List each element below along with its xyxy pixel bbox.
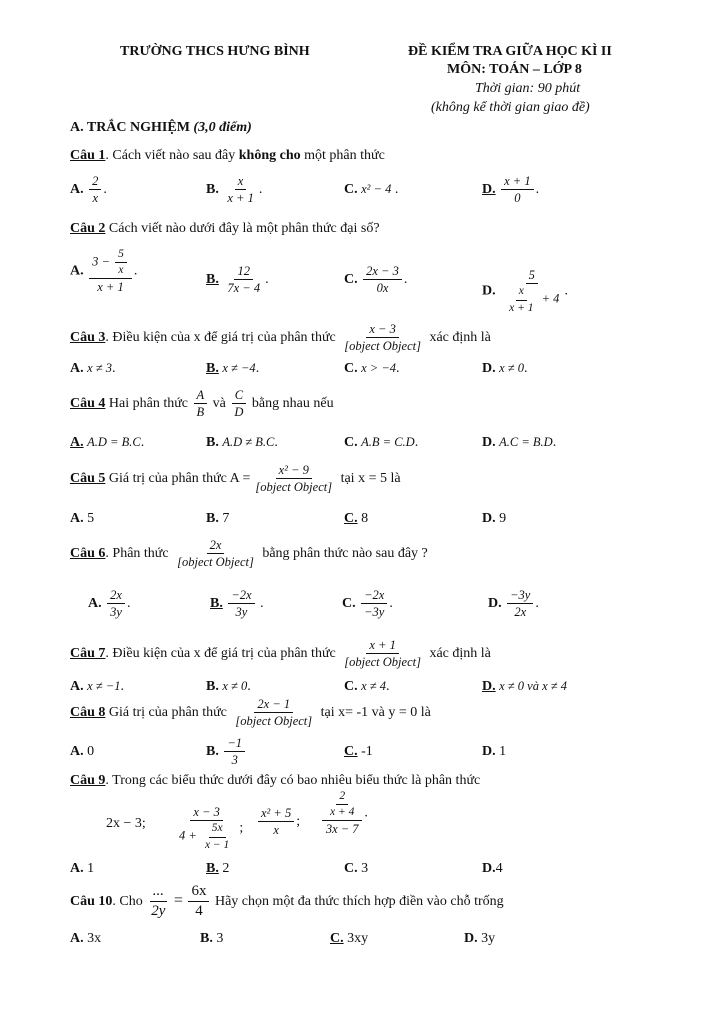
q8-a-v: 0 xyxy=(87,744,95,759)
fraction xyxy=(322,790,362,837)
q10-a-k: A. xyxy=(70,931,84,946)
q3-a-v: x ≠ 3 xyxy=(87,361,113,375)
q4-d2: D xyxy=(234,405,244,420)
fraction xyxy=(252,463,335,495)
q9-e1: 2x − 3; xyxy=(106,816,146,831)
q8-b-n: −1 xyxy=(224,736,245,752)
q10-b-v: 3 xyxy=(216,931,224,946)
q6-c-n: −2x xyxy=(361,588,387,604)
q7-a-v: x ≠ −1 xyxy=(87,679,121,693)
q5-n: x² − 9 xyxy=(276,463,312,479)
q10-n1: ... xyxy=(150,883,167,902)
fraction xyxy=(327,790,357,819)
q5-d-v: 9 xyxy=(499,511,507,526)
q2-c-k: C. xyxy=(344,272,358,288)
fraction xyxy=(224,264,263,296)
q6-option-d[interactable]: D. $\frac{-3y}{2x}$ . xyxy=(488,588,539,620)
q9-expr-3 xyxy=(256,806,300,838)
question-8 xyxy=(70,697,431,729)
q6-n: 2x xyxy=(207,538,225,554)
q4-b-k: B. xyxy=(206,435,219,450)
q2-option-a[interactable]: A. 3 − $\frac{5}{x}$ x + 1 . xyxy=(70,248,138,295)
q1-option-b[interactable]: B. $\frac{x}{x + 1}$ . xyxy=(206,174,263,206)
q10-b-k: B. xyxy=(200,931,213,946)
q6-a-d: 3y xyxy=(110,605,122,620)
q1-option-d[interactable]: D. $\frac{x + 1}{0}$ . xyxy=(482,174,540,206)
q7-option-c[interactable]: C. x ≠ 4. xyxy=(344,679,390,694)
q2-a-den: x + 1 xyxy=(97,280,124,295)
fraction xyxy=(363,264,402,296)
q5-option-b[interactable] xyxy=(206,511,229,527)
q1-c-k: C. xyxy=(344,182,358,197)
q8-c-k: C. xyxy=(344,744,358,759)
q2-b-d: 7x − 4 xyxy=(227,281,261,296)
q9-e3-n: x² + 5 xyxy=(258,806,294,822)
q4-and: và xyxy=(212,396,226,412)
q10-option-a[interactable] xyxy=(70,931,101,947)
q6-c-d: −3y xyxy=(364,605,385,620)
fraction xyxy=(507,588,533,620)
q3-option-c[interactable]: C. x > −4. xyxy=(344,361,400,376)
q9-e4-d: 3x − 7 xyxy=(325,822,359,837)
question-5 xyxy=(70,463,401,495)
fraction xyxy=(501,174,533,206)
q3-option-a[interactable]: A. x ≠ 3. xyxy=(70,361,116,376)
q9-e4-sep: . xyxy=(364,805,368,821)
fraction xyxy=(501,268,562,315)
fraction xyxy=(194,388,208,420)
q5-t2: tại x = 5 là xyxy=(340,471,401,487)
exam-time: Thời gian: 90 phút xyxy=(475,81,581,96)
q7-t1: . Điều kiện của x để giá trị của phân thức xyxy=(105,646,336,662)
q4-c-k: C. xyxy=(344,435,358,450)
q10-d-k: D. xyxy=(464,931,478,946)
q5-a-k: A. xyxy=(70,511,84,526)
q5-label: Câu 5 xyxy=(70,471,106,487)
q4-option-c[interactable]: C. A.B = C.D. xyxy=(344,435,419,450)
q9-b-k: B. xyxy=(206,861,219,876)
exam-title: ĐỀ KIỂM TRA GIỮA HỌC KÌ II xyxy=(408,44,612,59)
question-1 xyxy=(70,148,385,164)
q2-d-in_n: x xyxy=(516,285,527,300)
q9-e3-d: x xyxy=(273,823,279,838)
fraction xyxy=(176,805,237,852)
question-4 xyxy=(70,388,334,420)
q9-expr-4 xyxy=(320,790,368,837)
q3-b-k: B. xyxy=(206,361,219,376)
q4-option-d[interactable]: D. A.C = B.D. xyxy=(482,435,557,450)
q2-b-k: B. xyxy=(206,272,219,288)
q1-a-n: 2 xyxy=(89,174,101,190)
q5-d: [object Object] xyxy=(255,480,333,495)
q2-option-b[interactable]: B. $\frac{12}{7x - 4}$ . xyxy=(206,264,269,296)
q1-b-k: B. xyxy=(206,182,219,198)
q2-d-k: D. xyxy=(482,283,496,299)
q4-option-b[interactable]: B. A.D ≠ B.C. xyxy=(206,435,278,450)
q9-e2-pre: 4 + xyxy=(179,828,197,843)
q5-c-k: C. xyxy=(344,511,358,526)
q7-d-v: x ≠ 0 và x ≠ 4 xyxy=(499,679,567,693)
q1-d-k: D. xyxy=(482,182,496,198)
q10-c-k: C. xyxy=(330,931,344,946)
q2-a-pre: 3 − xyxy=(92,254,110,269)
q2-option-d[interactable]: D. 5 $\frac{x}{x + 1}$ + 4 . xyxy=(482,268,568,314)
q3-c-v: x > −4 xyxy=(361,361,397,375)
q7-option-b[interactable]: B. x ≠ 0. xyxy=(206,679,251,694)
q3-option-b[interactable]: B. x ≠ −4. xyxy=(206,361,260,376)
q9-e2-n: x − 3 xyxy=(190,805,222,821)
fraction xyxy=(341,322,424,354)
q3-c-k: C. xyxy=(344,361,358,376)
q2-a-n: 5 xyxy=(115,248,127,263)
q5-b-k: B. xyxy=(206,511,219,526)
q9-c-k: C. xyxy=(344,861,358,876)
fraction xyxy=(188,883,209,921)
q7-c-v: x ≠ 4 xyxy=(361,679,387,693)
q1-a-k: A. xyxy=(70,182,84,198)
q6-c-k: C. xyxy=(342,596,356,612)
q1-b-d: x + 1 xyxy=(227,191,254,206)
question-10 xyxy=(70,883,504,921)
fraction xyxy=(361,588,387,620)
fraction xyxy=(89,174,101,206)
q2-d-n: 5 xyxy=(526,268,538,284)
q5-d-k: D. xyxy=(482,511,496,526)
q7-d: [object Object] xyxy=(344,655,421,670)
fraction xyxy=(107,588,125,620)
question-3 xyxy=(70,322,491,354)
q1-option-c[interactable]: C. x² − 4 . xyxy=(344,182,399,197)
q3-d: [object Object] xyxy=(344,339,421,354)
q9-e4-in_n: 2 xyxy=(336,790,348,805)
section-points: (3,0 điểm) xyxy=(193,120,252,135)
q7-a-k: A. xyxy=(70,679,84,694)
q10-label: Câu 10 xyxy=(70,893,113,909)
q5-t1: Giá trị của phân thức A = xyxy=(105,471,251,487)
school-name: TRƯỜNG THCS HƯNG BÌNH xyxy=(120,44,310,59)
q9-e2-in_d: x − 1 xyxy=(204,838,230,851)
q9-a-k: A. xyxy=(70,861,84,876)
q7-c-k: C. xyxy=(344,679,358,694)
q6-label: Câu 6 xyxy=(70,546,106,562)
q8-d-v: 1 xyxy=(499,744,507,759)
q4-option-a[interactable]: A. A.D = B.C. xyxy=(70,435,145,450)
q9-d-v: 4 xyxy=(495,861,503,876)
q5-option-a[interactable] xyxy=(70,511,94,527)
q1-bold: không cho xyxy=(238,148,301,163)
fraction xyxy=(228,588,254,620)
fraction xyxy=(202,822,232,851)
q2-label: Câu 2 xyxy=(70,221,106,236)
question-2 xyxy=(70,221,380,237)
question-9 xyxy=(70,773,480,789)
fraction xyxy=(258,806,294,838)
question-6 xyxy=(70,538,428,570)
q6-d-k: D. xyxy=(488,596,502,612)
q2-c-d: 0x xyxy=(376,281,389,296)
q4-d-k: D. xyxy=(482,435,496,450)
q8-b-d: 3 xyxy=(231,753,238,768)
q2-option-c[interactable]: C. $\frac{2x - 3}{0x}$ . xyxy=(344,264,408,296)
q5-option-c[interactable] xyxy=(344,511,368,527)
q6-d: [object Object] xyxy=(177,555,254,570)
q6-a-k: A. xyxy=(88,596,102,612)
q8-t1: Giá trị của phân thức xyxy=(105,705,227,721)
q9-expr-1 xyxy=(106,816,146,832)
q10-option-c[interactable] xyxy=(330,931,368,947)
q5-a-v: 5 xyxy=(87,511,95,526)
q4-a-v: A.D = B.C xyxy=(87,435,141,449)
q1-t1: . Cách viết nào sau đây xyxy=(105,148,239,163)
q9-label: Câu 9 xyxy=(70,773,106,788)
q10-t1: . Cho xyxy=(112,893,143,909)
fraction xyxy=(341,638,424,670)
exam-note: (không kể thời gian giao đề) xyxy=(431,100,590,115)
q5-b-v: 7 xyxy=(222,511,230,526)
fraction xyxy=(174,538,257,570)
q4-t2: bằng nhau nếu xyxy=(251,396,334,412)
q6-b-d: 3y xyxy=(235,605,248,620)
q1-option-a[interactable]: A. $\frac{2}{x}$ . xyxy=(70,174,107,206)
q7-b-k: B. xyxy=(206,679,219,694)
q6-d-n: −3y xyxy=(507,588,533,604)
q2-text: Cách viết nào dưới đây là một phân thức đại số? xyxy=(105,221,380,236)
q3-label: Câu 3 xyxy=(70,330,106,346)
q8-c-v: -1 xyxy=(361,744,373,759)
q6-option-c[interactable]: C. $\frac{-2x}{-3y}$ . xyxy=(342,588,393,620)
q6-b-k: B. xyxy=(210,596,223,612)
q6-t1: . Phân thức xyxy=(105,546,169,562)
q1-c-v: x² − 4 xyxy=(361,182,392,196)
q4-n1: A xyxy=(194,388,208,404)
q7-t2: xác định là xyxy=(429,646,491,662)
q8-t2: tại x= -1 và y = 0 là xyxy=(320,705,431,721)
q8-option-c[interactable] xyxy=(344,744,373,760)
q4-d1: B xyxy=(196,405,205,420)
q9-c-v: 3 xyxy=(361,861,369,876)
section-title xyxy=(70,120,252,136)
q6-option-a[interactable]: A. $\frac{2x}{3y}$ . xyxy=(88,588,131,620)
fraction xyxy=(224,174,256,206)
q3-option-d[interactable]: D. x ≠ 0. xyxy=(482,361,528,376)
q9-d-k: D. xyxy=(482,861,496,876)
q9-e2-in_n: 5x xyxy=(209,822,226,837)
q3-b-v: x ≠ −4 xyxy=(222,361,256,375)
q8-b-k: B. xyxy=(206,744,219,760)
q10-option-b[interactable] xyxy=(200,931,223,947)
q10-d-v: 3y xyxy=(481,931,496,946)
q3-t1: . Điều kiện của x để giá trị của phân thức xyxy=(105,330,336,346)
fraction xyxy=(232,697,315,729)
q1-d-n: x + 1 xyxy=(501,174,533,190)
q2-a-d: x xyxy=(118,264,124,277)
q10-eq: = xyxy=(173,891,183,909)
q4-d-v: A.C = B.D xyxy=(499,435,553,449)
q7-label: Câu 7 xyxy=(70,646,106,662)
q6-option-b[interactable]: B. $\frac{-2x}{3y}$ . xyxy=(210,588,264,620)
q7-d-k: D. xyxy=(482,679,496,694)
q10-t2: Hãy chọn một đa thức thích hợp điền vào chỗ trống xyxy=(214,893,504,909)
q9-b-v: 2 xyxy=(222,861,230,876)
q8-option-d[interactable] xyxy=(482,744,506,760)
q4-a-k: A. xyxy=(70,435,84,450)
q8-d-k: D. xyxy=(482,744,496,759)
q2-a-k: A. xyxy=(70,263,84,279)
q1-label: Câu 1 xyxy=(70,148,106,163)
question-7 xyxy=(70,638,491,670)
q7-b-v: x ≠ 0 xyxy=(222,679,248,693)
q9-option-a[interactable] xyxy=(70,861,94,877)
q5-option-d[interactable] xyxy=(482,511,506,527)
fraction xyxy=(148,883,168,921)
exam-subject: MÔN: TOÁN – LỚP 8 xyxy=(447,62,582,77)
q8-option-b[interactable] xyxy=(206,736,247,768)
q10-d2: 4 xyxy=(195,903,203,920)
q4-b-v: A.D ≠ B.C xyxy=(222,435,275,449)
q3-a-k: A. xyxy=(70,361,84,376)
q10-c-v: 3xy xyxy=(347,931,369,946)
q7-option-a[interactable]: A. x ≠ −1. xyxy=(70,679,124,694)
q3-d-v: x ≠ 0 xyxy=(499,361,525,375)
q10-d1: 2y xyxy=(151,903,166,920)
q10-a-v: 3x xyxy=(87,931,102,946)
q6-d-d: 2x xyxy=(514,605,527,620)
q2-c-n: 2x − 3 xyxy=(363,264,402,280)
fraction xyxy=(224,736,245,768)
q1-a-d: x xyxy=(92,191,99,206)
q4-c-v: A.B = C.D xyxy=(361,435,415,449)
q8-option-a[interactable] xyxy=(70,744,94,760)
q2-b-n: 12 xyxy=(234,264,253,280)
q4-t1: Hai phân thức xyxy=(105,396,189,412)
q7-option-d[interactable] xyxy=(482,679,567,695)
q1-t2: một phân thức xyxy=(300,148,385,163)
q9-a-v: 1 xyxy=(87,861,95,876)
fraction xyxy=(231,388,246,420)
q2-d-post: + 4 xyxy=(541,291,560,306)
q9-e4-in_d: x + 4 xyxy=(330,806,355,819)
q6-a-n: 2x xyxy=(107,588,125,604)
q3-t2: xác định là xyxy=(429,330,491,346)
q10-option-d[interactable] xyxy=(464,931,495,947)
q6-t2: bằng phân thức nào sau đây ? xyxy=(262,546,428,562)
section-title: A. TRẮC NGHIỆM xyxy=(70,120,190,135)
q9-option-b[interactable] xyxy=(206,861,229,877)
q9-e2-sep: ; xyxy=(239,820,244,836)
q9-option-c[interactable] xyxy=(344,861,368,877)
q7-n: x + 1 xyxy=(366,638,398,654)
q8-a-k: A. xyxy=(70,744,84,759)
q8-n: 2x − 1 xyxy=(254,697,293,713)
q5-c-v: 8 xyxy=(361,511,369,526)
q10-n2: 6x xyxy=(188,883,209,902)
q3-d-k: D. xyxy=(482,361,496,376)
q8-d: [object Object] xyxy=(235,714,313,729)
q8-label: Câu 8 xyxy=(70,705,106,721)
q4-n2: C xyxy=(232,388,246,404)
q2-d-in_d: x + 1 xyxy=(509,301,534,314)
q1-d-d: 0 xyxy=(514,191,521,206)
q9-expr-2 xyxy=(174,805,243,852)
q9-e3-sep: ; xyxy=(296,814,301,830)
q9-option-d[interactable] xyxy=(482,861,503,877)
q6-b-n: −2x xyxy=(228,588,254,604)
q1-b-n: x xyxy=(235,174,247,190)
fraction xyxy=(115,248,127,277)
q4-label: Câu 4 xyxy=(70,396,106,412)
q9-t1: . Trong các biểu thức dưới đây có bao nhiêu biểu thức là phân thức xyxy=(105,773,481,788)
fraction xyxy=(89,248,132,295)
q3-n: x − 3 xyxy=(366,322,398,338)
fraction xyxy=(506,285,536,314)
